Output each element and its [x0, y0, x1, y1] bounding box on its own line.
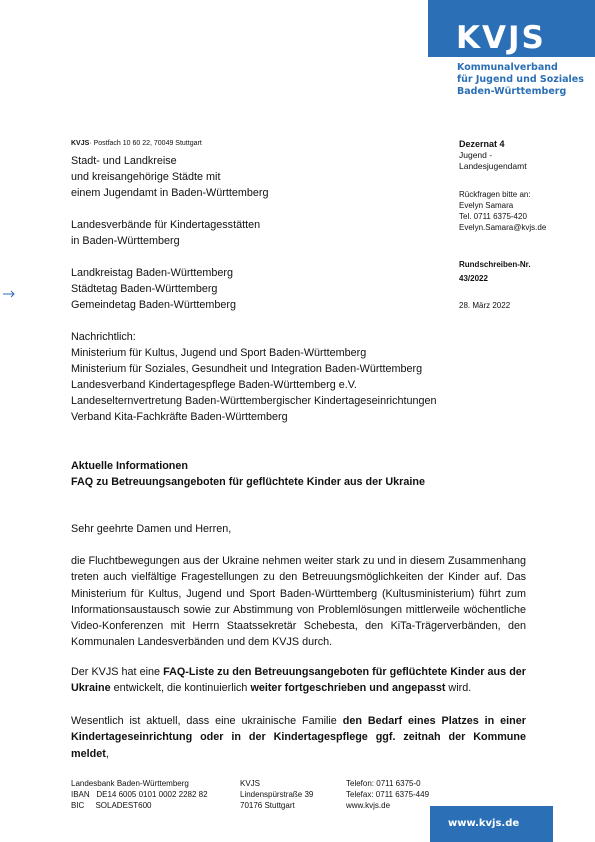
recipient-block [71, 153, 437, 425]
footer-line: Lindenspürstraße 39 [240, 790, 314, 799]
text-run: , [105, 747, 109, 760]
footer-line: IBAN DE14 6005 0101 0002 2282 82 [71, 790, 208, 799]
subject-title: FAQ zu Betreuungsangeboten für geflüchtete Kinder aus der Ukraine [71, 476, 425, 488]
contact-phone: Tel. 0711 6375-420 [459, 212, 527, 221]
contact-email[interactable]: Evelyn.Samara@kvjs.de [459, 223, 547, 232]
recipient-line: Stadt- und Landkreise [71, 155, 177, 167]
text-run: wird. [445, 682, 472, 695]
footer-line: KVJS [240, 779, 261, 788]
recipient-line: Verband Kita-Fachkräfte Baden-Württemberg [71, 411, 288, 423]
organization-name [457, 62, 584, 98]
footer-contact [346, 778, 429, 811]
body-paragraph: die Fluchtbewegungen aus der Ukraine nehmen weiter stark zu und in diesem Zusammenhang treten auch vielfältige Fragestellungen zu den Betreuungsmöglichkeiten der Kinder auf. Das Ministerium für Kultus, Jugend und Sport Baden-Württemberg (Kultusministerium) führt zum Informationsaustausch sowie zur Abstimmung von Problemlösungen mittlerweile wöchentliche Video-Konferenzen mit Herrn Staatssekretär Schebesta, den KiTa-Trägerverbänden, den Kommunalen Landesverbänden und dem KVJS durch. [71, 555, 526, 649]
arrow-right-icon [3, 289, 17, 299]
recipient-line: Landeselternvertretung Baden-Württembergischer Kindertageseinrichtungen [71, 395, 437, 407]
department-line: Landesjugendamt [459, 161, 527, 171]
recipient-line: und kreisangehörige Städte mit [71, 171, 221, 183]
footer-line: Telefax: 0711 6375-449 [346, 790, 430, 799]
recipient-line: einem Jugendamt in Baden-Württemberg [71, 187, 269, 199]
footer-bank-details [71, 778, 208, 811]
footer-line: Telefon: 0711 6375-0 [346, 779, 421, 788]
org-line: für Jugend und Soziales [457, 74, 584, 85]
org-line: Baden-Württemberg [457, 86, 567, 97]
recipient-line: Landesverbände für Kindertagesstätten [71, 219, 261, 231]
recipient-line: Ministerium für Soziales, Gesundheit und Integration Baden-Württemberg [71, 363, 423, 375]
contact-name: Evelyn Samara [459, 201, 514, 210]
text-run-bold: den Bedarf eines Platzes in einer Kindertageseinrichtung oder in der Kindertagespflege ggf. zeitnah der Kommune meldet [71, 715, 526, 760]
sender-name: KVJS [71, 140, 90, 147]
letter-date: 28. März 2022 [459, 301, 511, 310]
info-sidebar [459, 139, 546, 311]
circular-label: Rundschreiben-Nr. [459, 260, 531, 269]
recipient-line: Städtetag Baden-Württemberg [71, 283, 218, 295]
recipient-line: Landesverband Kindertagespflege Baden-Württemberg e.V. [71, 379, 357, 391]
body-paragraph [71, 664, 526, 697]
recipient-line: Landkreistag Baden-Württemberg [71, 267, 234, 279]
department-line: Jugend - [459, 150, 493, 160]
footer-line: BIC SOLADEST600 [71, 801, 152, 810]
recipient-line: Nachrichtlich: [71, 331, 136, 343]
kvjs-logo: KVJS [456, 20, 546, 56]
footer-website-link[interactable]: www.kvjs.de [346, 801, 391, 810]
salutation: Sehr geehrte Damen und Herren, [71, 523, 232, 535]
recipient-line: in Baden-Württemberg [71, 235, 180, 247]
sender-address-line [71, 140, 202, 147]
text-run: Wesentlich ist aktuell, dass eine ukrainische Familie [71, 715, 343, 727]
recipient-line: Ministerium für Kultus, Jugend und Sport Baden-Württemberg [71, 347, 367, 359]
subject-line: Aktuelle Informationen [71, 460, 188, 472]
text-run: Der KVJS hat eine [71, 666, 164, 678]
body-paragraph [71, 713, 526, 762]
sender-postal-address: · Postfach 10 60 22, 70049 Stuttgart [89, 140, 202, 147]
footer-line: Landesbank Baden-Württemberg [71, 779, 189, 788]
circular-number: 43/2022 [459, 274, 488, 283]
footer-address [240, 778, 313, 811]
department: Dezernat 4 [459, 139, 505, 149]
text-run: entwickelt, die kontinuierlich [110, 682, 251, 695]
subject [71, 458, 425, 490]
recipient-line: Gemeindetag Baden-Württemberg [71, 299, 237, 311]
text-run-bold: weiter fortgeschrieben und angepasst [250, 682, 446, 695]
footer-line: 70176 Stuttgart [240, 801, 295, 810]
contact-label: Rückfragen bitte an: [459, 190, 531, 199]
org-line: Kommunalverband [457, 62, 558, 73]
text-run-bold: FAQ-Liste zu den Betreuungsangeboten für geflüchtete Kinder aus der Ukraine [71, 666, 526, 695]
website-badge-label[interactable]: www.kvjs.de [448, 818, 520, 829]
